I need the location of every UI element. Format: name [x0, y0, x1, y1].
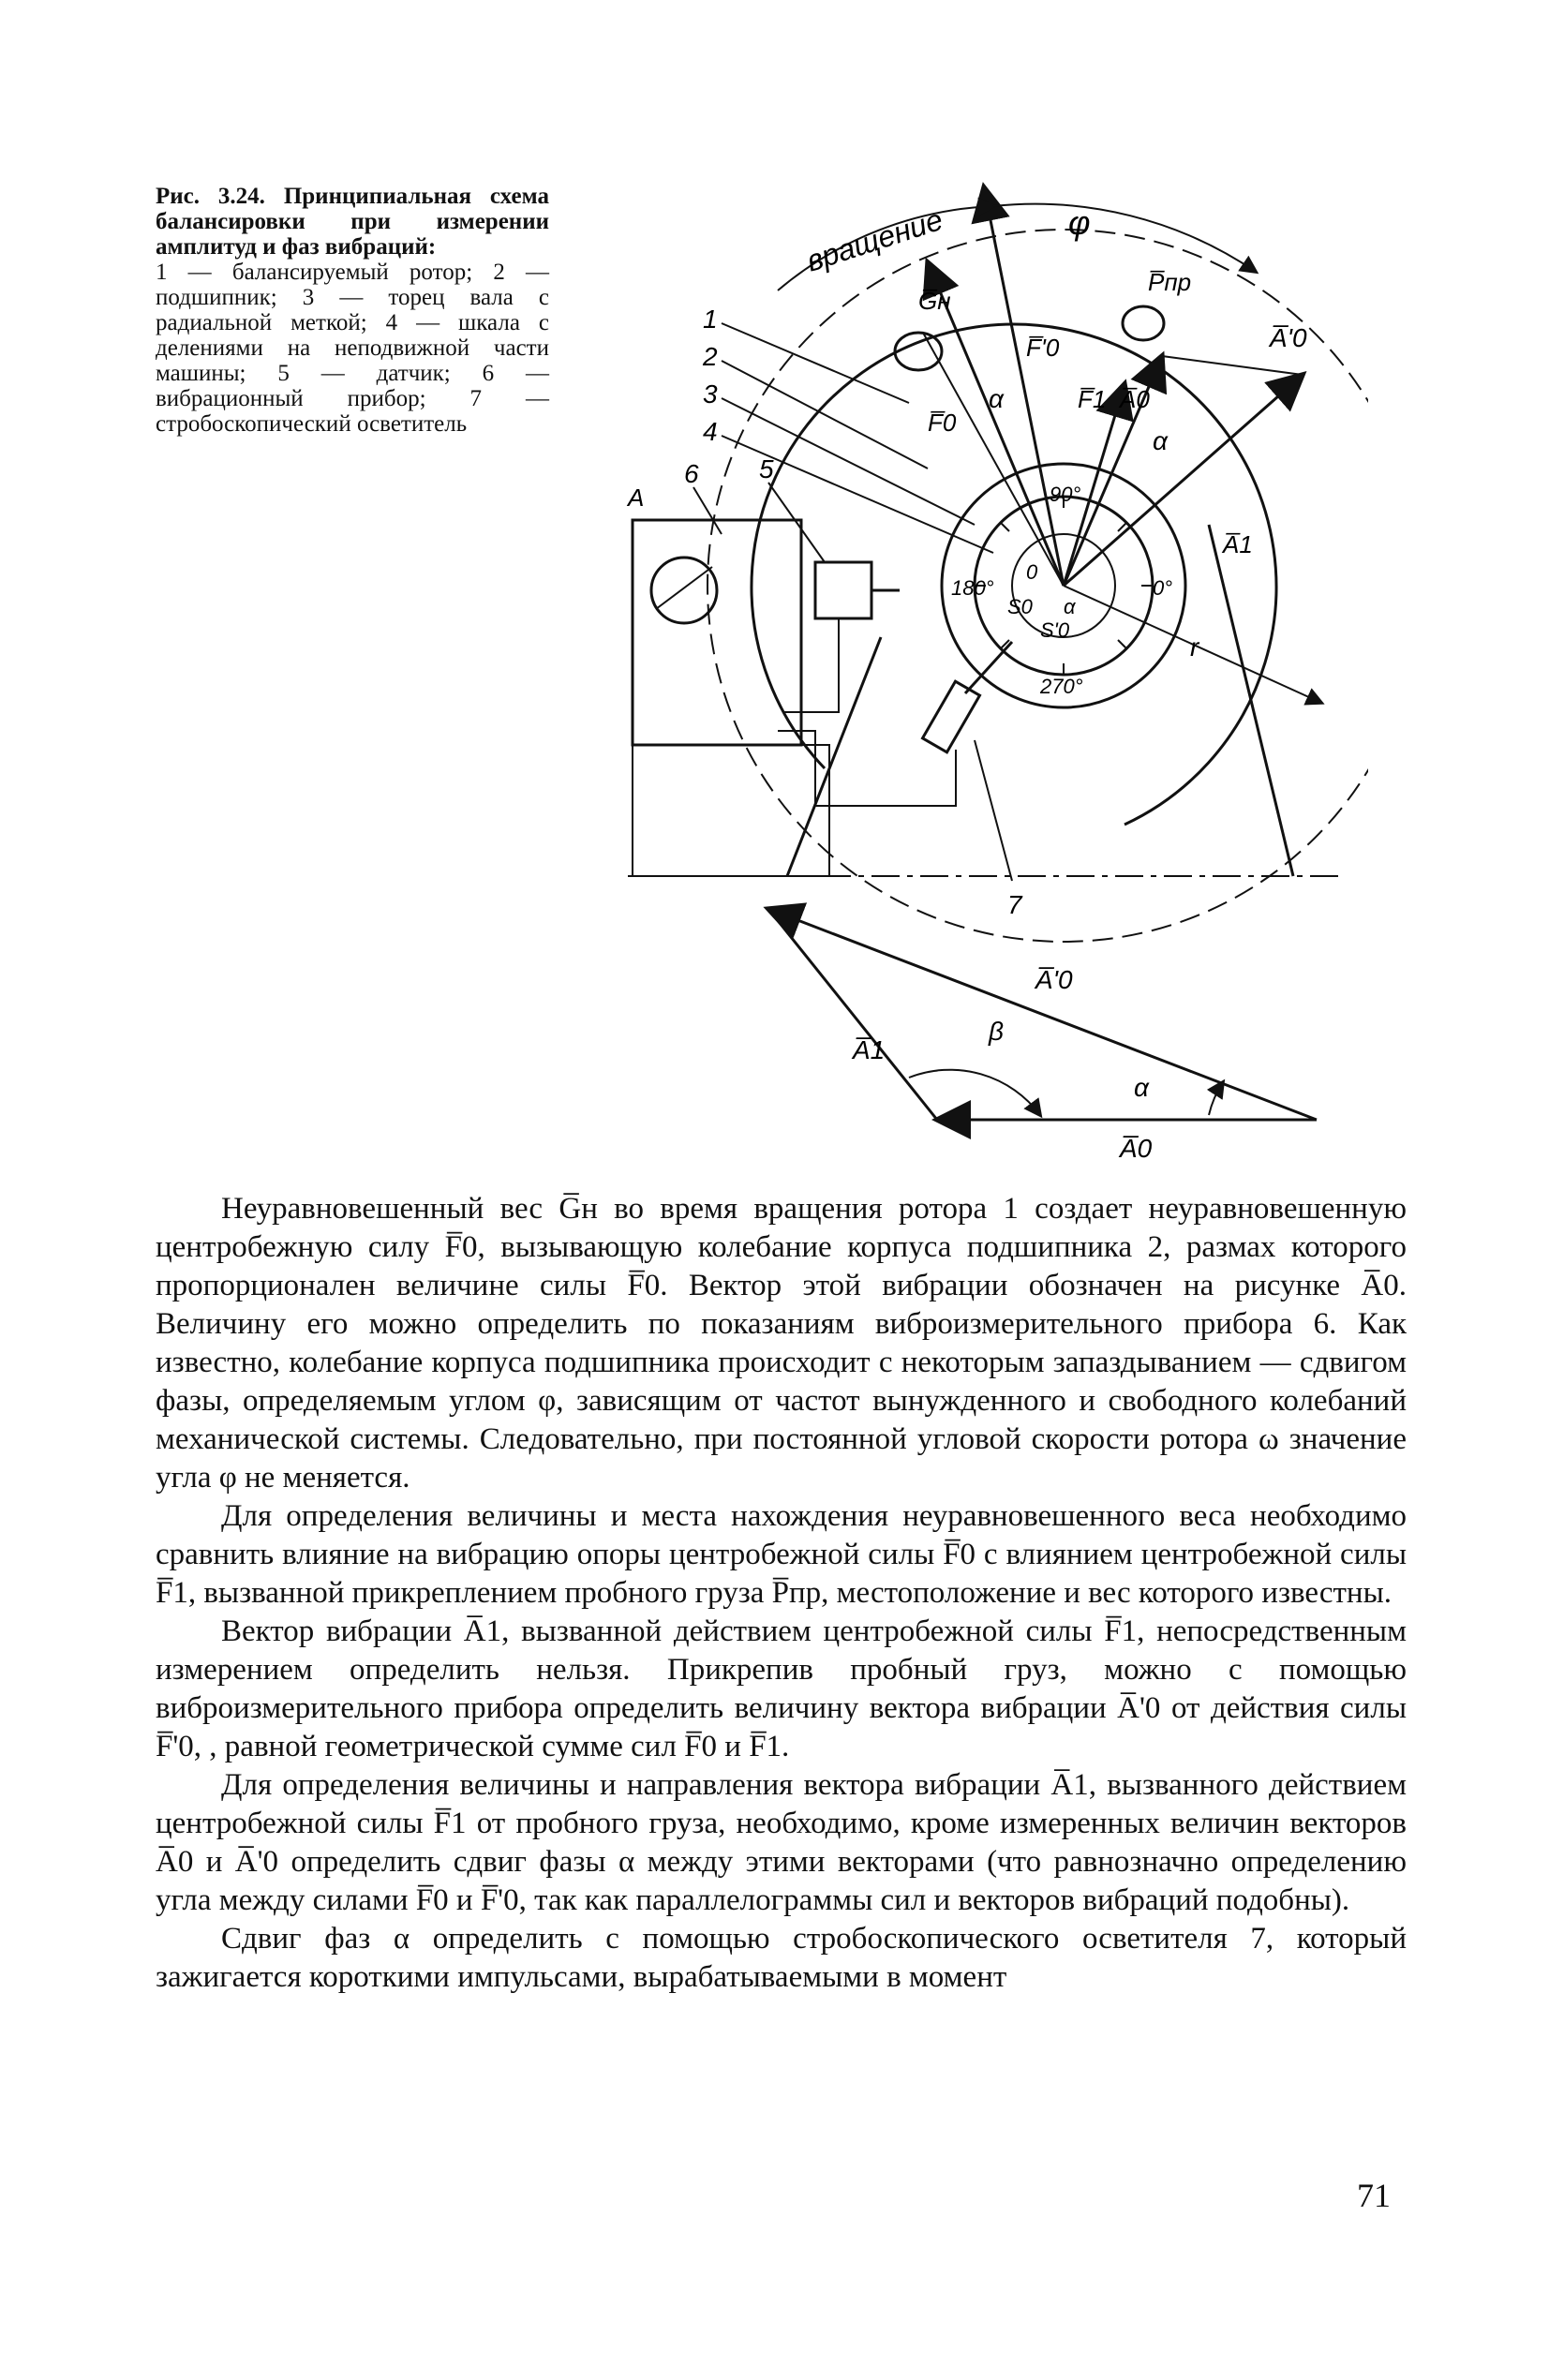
sensor-wire: [782, 618, 839, 712]
label-f1: F̅1: [1078, 385, 1107, 413]
paragraph-2: Для определения величины и места нахождения неуравновешенного веса необходимо сравнить влияние на вибрацию опоры центробежной силы F̅0 с влиянием центробежной силы F̅1, вызванной прикреплением пробного груза P̅пр, местоположение и вес которого известны.: [156, 1499, 1407, 1610]
label-90: 90°: [1050, 483, 1081, 506]
leader-5: [768, 483, 825, 562]
label-5: 5: [759, 454, 774, 483]
label-270: 270°: [1040, 675, 1083, 698]
label-p-pr: P̅пр: [1148, 268, 1192, 296]
label-0deg: 0°: [1153, 576, 1173, 600]
label-a0-top: A̅0: [1120, 385, 1150, 413]
label-zero: 0: [1026, 560, 1038, 584]
body-text: [156, 1190, 1407, 1997]
label-phi: φ: [1068, 203, 1091, 242]
vector-g-n: [923, 333, 1064, 586]
leader-1: [722, 323, 909, 403]
label-a0-prime-top: A̅'0: [1270, 323, 1307, 352]
caption-items: 1 — балансируемый ротор; 2 — подшипник; 3 — торец вала с радиальной меткой; 4 — шкала с делениями на неподвижной части машины; 5 — датчик; 6 — вибрационный прибор; 7 — стробоскопический осветитель: [156, 260, 549, 437]
label-a-left: A: [628, 483, 645, 512]
label-a1-right: A̅1: [1223, 530, 1253, 558]
label-rotation: вращение: [802, 201, 947, 278]
label-f0: F̅0: [928, 409, 957, 437]
sensor: [815, 562, 871, 618]
instrument-base: [633, 745, 829, 876]
label-180: 180°: [951, 576, 994, 600]
paragraph-5: Сдвиг фаз α определить с помощью стробоскопического осветителя 7, который зажигается короткими импульсами, вырабатываемыми в момент: [156, 1922, 1407, 1994]
caption-title: Рис. 3.24. Принципиальная схема балансировки при измерении амплитуд и фаз вибраций:: [156, 184, 549, 260]
tri-alpha-arc: [1209, 1082, 1223, 1115]
label-f0-prime: F̅'0: [1026, 334, 1060, 362]
vector-a1: [1162, 356, 1303, 375]
label-3: 3: [703, 379, 718, 409]
tri-label-beta: β: [989, 1017, 1004, 1046]
tri-label-alpha: α: [1134, 1073, 1149, 1102]
tri-label-a1: A̅1: [853, 1035, 886, 1064]
label-r: r: [1190, 632, 1199, 662]
paragraph-3: Вектор вибрации A̅1, вызванной действием центробежной силы F̅1, непосредственным измерением определить нельзя. Прикрепив пробный груз, можно с помощью виброизмерительного прибора определить величину вектора вибрации A̅'0 от действия силы F̅'0, , равной геометрической сумме сил F̅0 и F̅1.: [156, 1614, 1407, 1763]
paragraph-1: Неуравновешенный вес G̅н во время вращения ротора 1 создает неуравновешенную центробежную силу F̅0, вызывающую колебание корпуса подшипника 2, размах которого пропорционален величине силы F̅0. Вектор этой вибрации обозначен на рисунке A̅0. Величину его можно определить по показаниям виброизмерительного прибора 6. Как известно, колебание корпуса подшипника происходит с некоторым запаздыванием — сдвигом фазы, определяемым углом φ, зависящим от частот вынужденного и свободного колебаний механической системы. Следовательно, при постоянной угловой скорости ротора ω значение угла φ не меняется.: [156, 1192, 1407, 1495]
leader-4: [722, 436, 993, 553]
leader-6: [693, 487, 722, 534]
label-7: 7: [1007, 890, 1022, 919]
page-number: 71: [1357, 2177, 1391, 2214]
trial-weight: [1123, 306, 1164, 340]
tri-label-a0: A̅0: [1120, 1134, 1153, 1163]
figure-caption: [156, 184, 549, 437]
label-alpha-left: α: [989, 384, 1004, 413]
label-2: 2: [703, 342, 718, 371]
vibration-instrument: [633, 520, 801, 745]
label-alpha-right: α: [1153, 426, 1168, 455]
label-s0: S0: [1007, 595, 1033, 618]
label-4: 4: [703, 417, 718, 446]
balancing-scheme-figure: [600, 169, 1368, 1181]
paragraph-4: Для определения величины и направления вектора вибрации A̅1, вызванного действием центробежной силы F̅1 от пробного груза, необходимо, кроме измеренных величин векторов A̅0 и A̅'0 определить сдвиг фазы α между этими векторами (что равнозначно определению угла между силами F̅0 и F̅'0, так как параллелограммы сил и векторов вибраций подобны).: [156, 1768, 1407, 1917]
support-right: [1209, 525, 1293, 876]
unbalanced-weight: [895, 333, 942, 370]
label-6: 6: [684, 459, 699, 488]
label-alpha-center: α: [1064, 595, 1076, 618]
instrument-needle: [656, 567, 712, 609]
leader-7: [975, 740, 1012, 881]
label-s0-prime: S'0: [1040, 618, 1070, 642]
label-g-n: G̅н: [918, 287, 951, 315]
tri-label-a0-prime: A̅'0: [1035, 965, 1073, 994]
phi-arc: [993, 204, 1256, 272]
label-1: 1: [703, 305, 718, 334]
vector-triangle: [768, 909, 1317, 1163]
